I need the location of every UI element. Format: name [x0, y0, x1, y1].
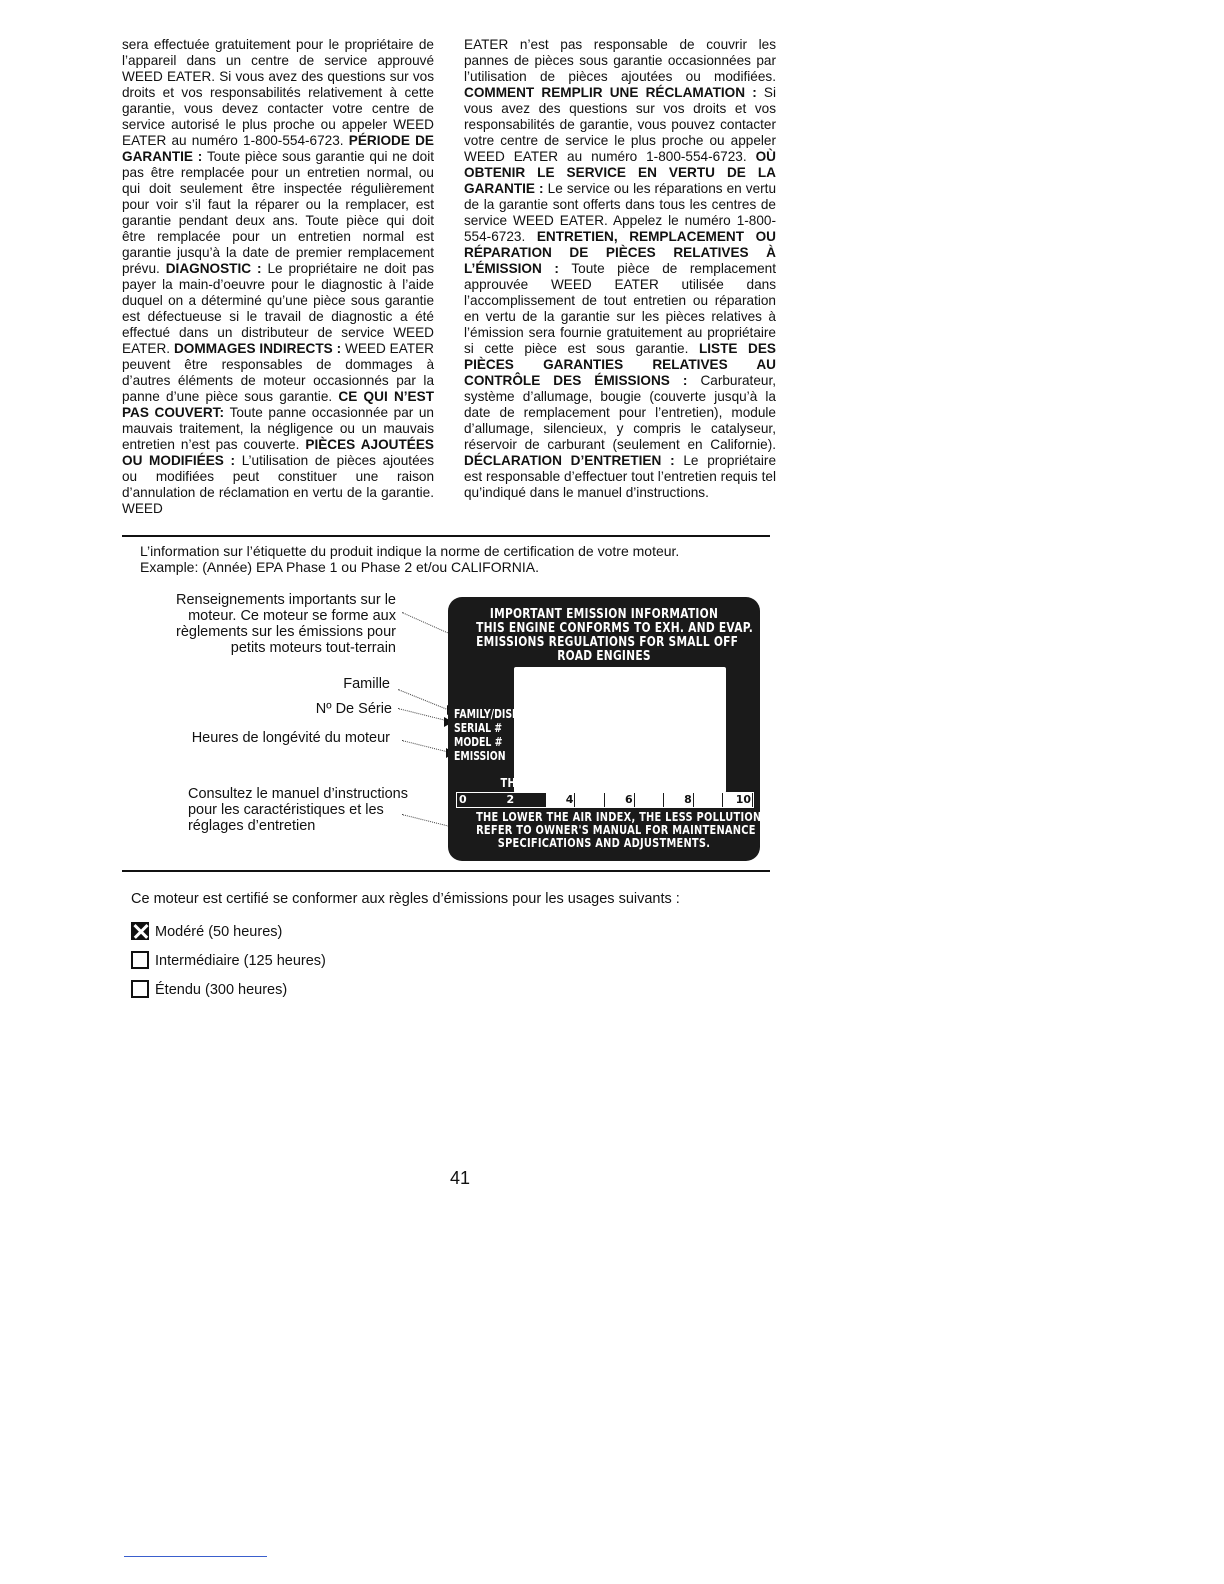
checkbox-icon: [131, 980, 149, 998]
usage-option-label: Étendu (300 heures): [155, 982, 288, 998]
usage-option-etendu: [131, 980, 287, 999]
leader-line-serie: [398, 708, 447, 721]
body-text: Carburateur, système d’allumage, bougie (couverte jusqu’à la date de remplacement pour l’entretien), module d’allumage, silencieux, y compris le catalyseur, réservoir de carburant (seulement en Californie).: [464, 373, 776, 452]
body-text: WEED EATER peuvent être responsables de dommages à d’autres éléments de moteur occasionnés par la panne d’une pièce sous garantie.: [122, 341, 434, 404]
label-header-3: EMISSIONS REGULATIONS FOR SMALL OFF: [476, 635, 739, 650]
callout-famille: Famille: [343, 676, 390, 692]
body-text: Toute pièce sous garantie qui ne doit pas être remplacée pour un entretien normal, ou qui doit seulement être inspectée régulièrement pour voir s’il faut la réparer ou la remplacer, est garantie pendant deux ans. Toute pièce qui doit être remplacée pour un entretien normal est garantie jusqu’à la date de premier remplacement prévu.: [122, 149, 434, 276]
usage-option-label: Intermédiaire (125 heures): [155, 953, 326, 969]
usage-option-label: Modéré (50 heures): [155, 924, 283, 940]
paragraph: [464, 37, 776, 501]
section-heading: COMMENT REMPLIR UNE RÉCLAMATION :: [464, 85, 764, 100]
body-text: EATER n’est pas responsable de couvrir les pannes de pièces sous garantie occasionnées par l’utilisation de pièces ajoutées ou modifiées.: [464, 37, 776, 84]
label-header-4: ROAD ENGINES: [557, 649, 651, 664]
label-air-index-text: THE AIR INDEX OF THIS ENGINE IS 3: [500, 776, 708, 790]
section-heading: LISTE DES PIÈCES GARANTIES RELATIVES AU CONTRÔLE DES ÉMISSIONS :: [464, 341, 776, 388]
section-heading: ENTRETIEN, REMPLACEMENT OU RÉPARATION DE PIÈCES RELATIVES À L’ÉMISSION :: [464, 229, 776, 276]
section-divider-top: [122, 535, 770, 537]
label-header-2: THIS ENGINE CONFORMS TO EXH. AND EVAP.: [476, 621, 754, 636]
callout-serie: Nº De Série: [315, 701, 392, 717]
paragraph: [122, 37, 434, 517]
label-field-model: MODEL #: [454, 735, 503, 749]
air-index-tick: 6: [624, 793, 633, 806]
checkbox-checked-icon: [131, 922, 149, 940]
body-text: Le propriétaire ne doit pas payer la main-d’oeuvre pour le diagnostic à l’aide duquel on a déterminé qu’une pièce sous garantie est défectueuse si le travail de diagnostic a été effectué dans un distributeur de service WEED EATER.: [122, 261, 435, 356]
leader-line-consultez: [402, 814, 455, 828]
label-field-serial: SERIAL #: [454, 721, 503, 735]
section-heading: PIÈCES AJOUTÉES OU MODIFIÉES :: [122, 437, 435, 468]
air-index-tick: 8: [684, 793, 692, 806]
leader-line-heures: [402, 740, 451, 753]
certification-line-1: L’information sur l’étiquette du produit indique la norme de certification de votre moteur.: [140, 543, 680, 559]
section-heading: CE QUI N’EST PAS COUVERT:: [122, 389, 434, 420]
label-field-emission: EMISSION: [454, 749, 506, 763]
section-heading: DIAGNOSTIC :: [165, 261, 268, 276]
callout-consultez: Consultez le manuel d’instructions pour les caractéristiques et les réglages d’entretien: [187, 786, 408, 834]
callout-heures: Heures de longévité du moteur: [191, 730, 390, 746]
checkbox-icon: [131, 951, 149, 969]
emission-label: [448, 597, 760, 861]
footer-rule: [124, 1556, 267, 1557]
usage-intro: Ce moteur est certifié se conformer aux règles d’émissions pour les usages suivants :: [131, 891, 680, 907]
leader-line-famille: [398, 689, 452, 712]
body-text: Toute pièce de remplacement approuvée WEED EATER utilisée dans l’accomplissement de tout entretien ou réparation en vertu de la garantie sur les pièces relatives à l’émission sera fournie gratuitement au propriétaire si cette pièce est sous garantie.: [464, 261, 776, 356]
certification-note: [140, 543, 780, 575]
air-index-tick: 2: [506, 793, 515, 806]
label-footer-2: REFER TO OWNER'S MANUAL FOR MAINTENANCE: [476, 823, 756, 837]
air-index-cell: [694, 793, 724, 807]
body-text: Si vous avez des questions sur vos droits et vos responsabilités de garantie, vous pouvez contacter votre centre de service le plus proche ou appeler WEED EATER au numéro 1-800-554-6723.: [464, 85, 776, 164]
section-heading: OÙ OBTENIR LE SERVICE EN VERTU DE LA GARANTIE :: [464, 149, 776, 196]
label-blank-area: [514, 667, 726, 793]
label-field-family: FAMILY/DISP.: [454, 707, 521, 721]
body-text: Toute panne occasionnée par un mauvais traitement, la négligence ou un mauvais entretien n’est pas couverte.: [122, 405, 434, 452]
section-heading: PÉRIODE DE GARANTIE :: [122, 133, 434, 164]
page-number: 41: [450, 1168, 471, 1188]
air-index-scale: [456, 792, 754, 808]
air-index-tick: 0: [459, 793, 467, 806]
section-divider-bottom: [122, 870, 770, 872]
air-index-tick: 4: [565, 793, 574, 806]
label-header-1: IMPORTANT EMISSION INFORMATION: [489, 607, 719, 622]
certification-line-2: Example: (Année) EPA Phase 1 ou Phase 2 et/ou CALIFORNIA.: [140, 559, 539, 575]
body-text: sera effectuée gratuitement pour le propriétaire de l’appareil dans un centre de service approuvé WEED EATER. Si vous avez des questions sur vos droits et vos responsabilités relativement à cette garantie, vous devez contacter votre centre de service autorisé le plus proche ou appeler WEED EATER au numéro 1-800-554-6723.: [122, 37, 434, 148]
air-index-cell: [635, 793, 665, 807]
callout-renseignements: Renseignements importants sur le moteur. Ce moteur se forme aux règlements sur les émissions pour petits moteurs tout-terrain: [175, 592, 396, 656]
body-text: Le service ou les réparations en vertu de la garantie sont offerts dans tous les centres de service WEED EATER. Appelez le numéro 1-800-554-6723.: [464, 181, 777, 244]
label-footer-1: THE LOWER THE AIR INDEX, THE LESS POLLUTION: [476, 810, 762, 824]
section-heading: DÉCLARATION D’ENTRETIEN :: [464, 453, 684, 468]
usage-option-modere: [131, 922, 282, 941]
air-index-tick: 10: [735, 793, 751, 806]
label-footer-3: SPECIFICATIONS AND ADJUSTMENTS.: [497, 836, 711, 850]
right-text-column: [464, 37, 776, 501]
section-heading: DOMMAGES INDIRECTS :: [173, 341, 346, 356]
body-text: Le propriétaire est responsable d’effectuer tout l’entretien requis tel qu’indiqué dans le manuel d’instructions.: [464, 453, 776, 500]
air-index-cell: [516, 793, 546, 807]
usage-option-intermediaire: [131, 951, 326, 970]
air-index-cell: [575, 793, 605, 807]
left-text-column: [122, 37, 434, 517]
body-text: L’utilisation de pièces ajoutées ou modifiées peut constituer une raison d’annulation de réclamation en vertu de la garantie. WEED: [122, 453, 434, 516]
